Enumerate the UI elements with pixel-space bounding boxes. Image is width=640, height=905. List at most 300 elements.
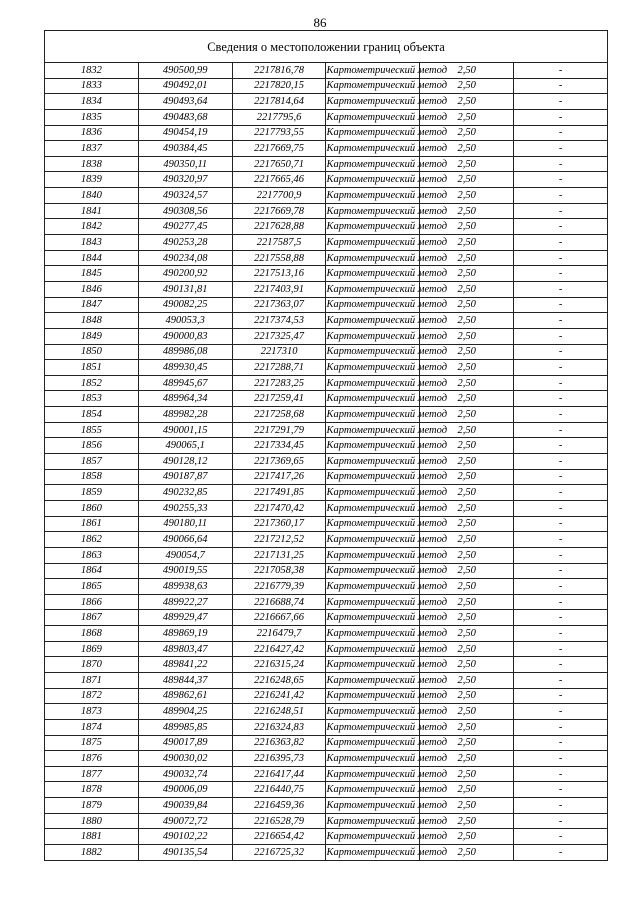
accuracy-cell: 2,50 bbox=[420, 688, 514, 704]
table-row bbox=[45, 281, 608, 297]
accuracy-cell: 2,50 bbox=[420, 500, 514, 516]
table-row bbox=[45, 156, 608, 172]
method-cell: Картометрический метод bbox=[326, 172, 420, 188]
y-coordinate-cell: 2216395,73 bbox=[232, 751, 326, 767]
x-coordinate-cell: 490492,01 bbox=[138, 78, 232, 94]
method-cell: Картометрический метод bbox=[326, 219, 420, 235]
x-coordinate-cell: 490350,11 bbox=[138, 156, 232, 172]
y-coordinate-cell: 2216688,74 bbox=[232, 594, 326, 610]
table-row bbox=[45, 454, 608, 470]
y-coordinate-cell: 2217259,41 bbox=[232, 391, 326, 407]
boundary-table-frame bbox=[44, 30, 608, 861]
accuracy-cell: 2,50 bbox=[420, 813, 514, 829]
x-coordinate-cell: 490072,72 bbox=[138, 813, 232, 829]
point-number-cell: 1840 bbox=[45, 188, 139, 204]
method-cell: Картометрический метод bbox=[326, 266, 420, 282]
table-header-row bbox=[45, 31, 608, 63]
boundary-coordinates-table bbox=[44, 30, 608, 861]
x-coordinate-cell: 490500,99 bbox=[138, 63, 232, 79]
method-cell: Картометрический метод bbox=[326, 766, 420, 782]
accuracy-cell: 2,50 bbox=[420, 547, 514, 563]
y-coordinate-cell: 2217374,53 bbox=[232, 313, 326, 329]
accuracy-cell: 2,50 bbox=[420, 704, 514, 720]
description-cell: - bbox=[514, 172, 608, 188]
method-cell: Картометрический метод bbox=[326, 78, 420, 94]
y-coordinate-cell: 2217793,55 bbox=[232, 125, 326, 141]
x-coordinate-cell: 490324,57 bbox=[138, 188, 232, 204]
x-coordinate-cell: 490082,25 bbox=[138, 297, 232, 313]
accuracy-cell: 2,50 bbox=[420, 766, 514, 782]
table-row bbox=[45, 845, 608, 861]
accuracy-cell: 2,50 bbox=[420, 141, 514, 157]
y-coordinate-cell: 2217820,15 bbox=[232, 78, 326, 94]
table-row bbox=[45, 532, 608, 548]
description-cell: - bbox=[514, 798, 608, 814]
accuracy-cell: 2,50 bbox=[420, 203, 514, 219]
accuracy-cell: 2,50 bbox=[420, 594, 514, 610]
x-coordinate-cell: 489982,28 bbox=[138, 407, 232, 423]
x-coordinate-cell: 489803,47 bbox=[138, 641, 232, 657]
method-cell: Картометрический метод bbox=[326, 704, 420, 720]
description-cell: - bbox=[514, 125, 608, 141]
y-coordinate-cell: 2217669,78 bbox=[232, 203, 326, 219]
point-number-cell: 1877 bbox=[45, 766, 139, 782]
table-row bbox=[45, 751, 608, 767]
y-coordinate-cell: 2217131,25 bbox=[232, 547, 326, 563]
point-number-cell: 1853 bbox=[45, 391, 139, 407]
method-cell: Картометрический метод bbox=[326, 313, 420, 329]
point-number-cell: 1862 bbox=[45, 532, 139, 548]
method-cell: Картометрический метод bbox=[326, 532, 420, 548]
table-row bbox=[45, 500, 608, 516]
y-coordinate-cell: 2217587,5 bbox=[232, 235, 326, 251]
point-number-cell: 1839 bbox=[45, 172, 139, 188]
y-coordinate-cell: 2217058,38 bbox=[232, 563, 326, 579]
point-number-cell: 1855 bbox=[45, 422, 139, 438]
y-coordinate-cell: 2216363,82 bbox=[232, 735, 326, 751]
method-cell: Картометрический метод bbox=[326, 454, 420, 470]
table-row bbox=[45, 391, 608, 407]
y-coordinate-cell: 2217795,6 bbox=[232, 109, 326, 125]
accuracy-cell: 2,50 bbox=[420, 782, 514, 798]
table-row bbox=[45, 344, 608, 360]
description-cell: - bbox=[514, 94, 608, 110]
description-cell: - bbox=[514, 438, 608, 454]
accuracy-cell: 2,50 bbox=[420, 829, 514, 845]
x-coordinate-cell: 489841,22 bbox=[138, 657, 232, 673]
point-number-cell: 1881 bbox=[45, 829, 139, 845]
description-cell: - bbox=[514, 78, 608, 94]
description-cell: - bbox=[514, 360, 608, 376]
table-title: Сведения о местоположении границ объекта bbox=[45, 31, 608, 63]
y-coordinate-cell: 2216667,66 bbox=[232, 610, 326, 626]
y-coordinate-cell: 2217360,17 bbox=[232, 516, 326, 532]
y-coordinate-cell: 2217417,26 bbox=[232, 469, 326, 485]
y-coordinate-cell: 2217291,79 bbox=[232, 422, 326, 438]
accuracy-cell: 2,50 bbox=[420, 641, 514, 657]
point-number-cell: 1870 bbox=[45, 657, 139, 673]
description-cell: - bbox=[514, 845, 608, 861]
x-coordinate-cell: 490308,56 bbox=[138, 203, 232, 219]
x-coordinate-cell: 489986,08 bbox=[138, 344, 232, 360]
accuracy-cell: 2,50 bbox=[420, 313, 514, 329]
point-number-cell: 1876 bbox=[45, 751, 139, 767]
accuracy-cell: 2,50 bbox=[420, 156, 514, 172]
x-coordinate-cell: 489862,61 bbox=[138, 688, 232, 704]
table-row bbox=[45, 688, 608, 704]
accuracy-cell: 2,50 bbox=[420, 297, 514, 313]
y-coordinate-cell: 2216654,42 bbox=[232, 829, 326, 845]
method-cell: Картометрический метод bbox=[326, 516, 420, 532]
accuracy-cell: 2,50 bbox=[420, 454, 514, 470]
table-row bbox=[45, 407, 608, 423]
accuracy-cell: 2,50 bbox=[420, 516, 514, 532]
table-row bbox=[45, 594, 608, 610]
description-cell: - bbox=[514, 454, 608, 470]
point-number-cell: 1875 bbox=[45, 735, 139, 751]
description-cell: - bbox=[514, 547, 608, 563]
point-number-cell: 1871 bbox=[45, 672, 139, 688]
accuracy-cell: 2,50 bbox=[420, 188, 514, 204]
x-coordinate-cell: 490320,97 bbox=[138, 172, 232, 188]
description-cell: - bbox=[514, 704, 608, 720]
accuracy-cell: 2,50 bbox=[420, 719, 514, 735]
method-cell: Картометрический метод bbox=[326, 688, 420, 704]
table-row bbox=[45, 297, 608, 313]
method-cell: Картометрический метод bbox=[326, 250, 420, 266]
description-cell: - bbox=[514, 219, 608, 235]
x-coordinate-cell: 490232,85 bbox=[138, 485, 232, 501]
point-number-cell: 1851 bbox=[45, 360, 139, 376]
table-row bbox=[45, 125, 608, 141]
y-coordinate-cell: 2217403,91 bbox=[232, 281, 326, 297]
point-number-cell: 1880 bbox=[45, 813, 139, 829]
description-cell: - bbox=[514, 485, 608, 501]
x-coordinate-cell: 490128,12 bbox=[138, 454, 232, 470]
table-row bbox=[45, 328, 608, 344]
table-row bbox=[45, 141, 608, 157]
y-coordinate-cell: 2217369,65 bbox=[232, 454, 326, 470]
y-coordinate-cell: 2217334,45 bbox=[232, 438, 326, 454]
table-row bbox=[45, 422, 608, 438]
table-row bbox=[45, 266, 608, 282]
method-cell: Картометрический метод bbox=[326, 672, 420, 688]
y-coordinate-cell: 2216725,32 bbox=[232, 845, 326, 861]
accuracy-cell: 2,50 bbox=[420, 798, 514, 814]
description-cell: - bbox=[514, 641, 608, 657]
method-cell: Картометрический метод bbox=[326, 297, 420, 313]
x-coordinate-cell: 490030,02 bbox=[138, 751, 232, 767]
method-cell: Картометрический метод bbox=[326, 375, 420, 391]
table-row bbox=[45, 563, 608, 579]
x-coordinate-cell: 490000,83 bbox=[138, 328, 232, 344]
point-number-cell: 1833 bbox=[45, 78, 139, 94]
description-cell: - bbox=[514, 719, 608, 735]
description-cell: - bbox=[514, 751, 608, 767]
description-cell: - bbox=[514, 579, 608, 595]
y-coordinate-cell: 2217258,68 bbox=[232, 407, 326, 423]
method-cell: Картометрический метод bbox=[326, 469, 420, 485]
table-row bbox=[45, 188, 608, 204]
table-row bbox=[45, 485, 608, 501]
table-row bbox=[45, 672, 608, 688]
method-cell: Картометрический метод bbox=[326, 188, 420, 204]
description-cell: - bbox=[514, 516, 608, 532]
method-cell: Картометрический метод bbox=[326, 235, 420, 251]
y-coordinate-cell: 2217669,75 bbox=[232, 141, 326, 157]
method-cell: Картометрический метод bbox=[326, 579, 420, 595]
method-cell: Картометрический метод bbox=[326, 203, 420, 219]
point-number-cell: 1848 bbox=[45, 313, 139, 329]
description-cell: - bbox=[514, 156, 608, 172]
description-cell: - bbox=[514, 281, 608, 297]
accuracy-cell: 2,50 bbox=[420, 250, 514, 266]
y-coordinate-cell: 2217310 bbox=[232, 344, 326, 360]
table-row bbox=[45, 360, 608, 376]
method-cell: Картометрический метод bbox=[326, 407, 420, 423]
method-cell: Картометрический метод bbox=[326, 735, 420, 751]
description-cell: - bbox=[514, 610, 608, 626]
x-coordinate-cell: 489930,45 bbox=[138, 360, 232, 376]
point-number-cell: 1858 bbox=[45, 469, 139, 485]
description-cell: - bbox=[514, 407, 608, 423]
table-row bbox=[45, 203, 608, 219]
method-cell: Картометрический метод bbox=[326, 485, 420, 501]
table-row bbox=[45, 641, 608, 657]
y-coordinate-cell: 2217283,25 bbox=[232, 375, 326, 391]
method-cell: Картометрический метод bbox=[326, 563, 420, 579]
x-coordinate-cell: 490102,22 bbox=[138, 829, 232, 845]
y-coordinate-cell: 2217816,78 bbox=[232, 63, 326, 79]
x-coordinate-cell: 490001,15 bbox=[138, 422, 232, 438]
x-coordinate-cell: 490053,3 bbox=[138, 313, 232, 329]
table-row bbox=[45, 219, 608, 235]
point-number-cell: 1863 bbox=[45, 547, 139, 563]
table-row bbox=[45, 579, 608, 595]
accuracy-cell: 2,50 bbox=[420, 485, 514, 501]
point-number-cell: 1837 bbox=[45, 141, 139, 157]
point-number-cell: 1868 bbox=[45, 626, 139, 642]
table-row bbox=[45, 172, 608, 188]
y-coordinate-cell: 2216427,42 bbox=[232, 641, 326, 657]
point-number-cell: 1874 bbox=[45, 719, 139, 735]
accuracy-cell: 2,50 bbox=[420, 172, 514, 188]
y-coordinate-cell: 2217470,42 bbox=[232, 500, 326, 516]
x-coordinate-cell: 490187,87 bbox=[138, 469, 232, 485]
description-cell: - bbox=[514, 469, 608, 485]
x-coordinate-cell: 490200,92 bbox=[138, 266, 232, 282]
y-coordinate-cell: 2216417,44 bbox=[232, 766, 326, 782]
description-cell: - bbox=[514, 328, 608, 344]
table-row bbox=[45, 657, 608, 673]
y-coordinate-cell: 2217363,07 bbox=[232, 297, 326, 313]
y-coordinate-cell: 2216528,79 bbox=[232, 813, 326, 829]
point-number-cell: 1854 bbox=[45, 407, 139, 423]
method-cell: Картометрический метод bbox=[326, 751, 420, 767]
x-coordinate-cell: 489922,27 bbox=[138, 594, 232, 610]
x-coordinate-cell: 490131,81 bbox=[138, 281, 232, 297]
x-coordinate-cell: 489938,63 bbox=[138, 579, 232, 595]
x-coordinate-cell: 489844,37 bbox=[138, 672, 232, 688]
accuracy-cell: 2,50 bbox=[420, 125, 514, 141]
page-number: 86 bbox=[313, 15, 327, 30]
point-number-cell: 1832 bbox=[45, 63, 139, 79]
table-row bbox=[45, 375, 608, 391]
method-cell: Картометрический метод bbox=[326, 798, 420, 814]
description-cell: - bbox=[514, 297, 608, 313]
y-coordinate-cell: 2217491,85 bbox=[232, 485, 326, 501]
table-row bbox=[45, 547, 608, 563]
y-coordinate-cell: 2216779,39 bbox=[232, 579, 326, 595]
description-cell: - bbox=[514, 594, 608, 610]
table-row bbox=[45, 626, 608, 642]
x-coordinate-cell: 490066,64 bbox=[138, 532, 232, 548]
table-row bbox=[45, 766, 608, 782]
x-coordinate-cell: 489945,67 bbox=[138, 375, 232, 391]
description-cell: - bbox=[514, 250, 608, 266]
x-coordinate-cell: 490483,68 bbox=[138, 109, 232, 125]
accuracy-cell: 2,50 bbox=[420, 375, 514, 391]
point-number-cell: 1834 bbox=[45, 94, 139, 110]
y-coordinate-cell: 2216248,65 bbox=[232, 672, 326, 688]
accuracy-cell: 2,50 bbox=[420, 109, 514, 125]
method-cell: Картометрический метод bbox=[326, 391, 420, 407]
x-coordinate-cell: 489929,47 bbox=[138, 610, 232, 626]
method-cell: Картометрический метод bbox=[326, 719, 420, 735]
method-cell: Картометрический метод bbox=[326, 626, 420, 642]
accuracy-cell: 2,50 bbox=[420, 391, 514, 407]
y-coordinate-cell: 2216324,83 bbox=[232, 719, 326, 735]
accuracy-cell: 2,50 bbox=[420, 563, 514, 579]
x-coordinate-cell: 489869,19 bbox=[138, 626, 232, 642]
accuracy-cell: 2,50 bbox=[420, 360, 514, 376]
method-cell: Картометрический метод bbox=[326, 125, 420, 141]
method-cell: Картометрический метод bbox=[326, 813, 420, 829]
point-number-cell: 1879 bbox=[45, 798, 139, 814]
point-number-cell: 1873 bbox=[45, 704, 139, 720]
accuracy-cell: 2,50 bbox=[420, 219, 514, 235]
method-cell: Картометрический метод bbox=[326, 281, 420, 297]
y-coordinate-cell: 2217628,88 bbox=[232, 219, 326, 235]
accuracy-cell: 2,50 bbox=[420, 657, 514, 673]
table-row bbox=[45, 516, 608, 532]
x-coordinate-cell: 490135,54 bbox=[138, 845, 232, 861]
method-cell: Картометрический метод bbox=[326, 500, 420, 516]
description-cell: - bbox=[514, 313, 608, 329]
description-cell: - bbox=[514, 813, 608, 829]
accuracy-cell: 2,50 bbox=[420, 281, 514, 297]
table-row bbox=[45, 78, 608, 94]
table-row bbox=[45, 735, 608, 751]
table-row bbox=[45, 813, 608, 829]
y-coordinate-cell: 2217814,64 bbox=[232, 94, 326, 110]
accuracy-cell: 2,50 bbox=[420, 672, 514, 688]
table-row bbox=[45, 719, 608, 735]
description-cell: - bbox=[514, 344, 608, 360]
method-cell: Картометрический метод bbox=[326, 422, 420, 438]
table-row bbox=[45, 94, 608, 110]
point-number-cell: 1864 bbox=[45, 563, 139, 579]
method-cell: Картометрический метод bbox=[326, 360, 420, 376]
x-coordinate-cell: 490006,09 bbox=[138, 782, 232, 798]
y-coordinate-cell: 2217665,46 bbox=[232, 172, 326, 188]
method-cell: Картометрический метод bbox=[326, 156, 420, 172]
accuracy-cell: 2,50 bbox=[420, 469, 514, 485]
x-coordinate-cell: 489985,85 bbox=[138, 719, 232, 735]
point-number-cell: 1852 bbox=[45, 375, 139, 391]
point-number-cell: 1846 bbox=[45, 281, 139, 297]
point-number-cell: 1866 bbox=[45, 594, 139, 610]
description-cell: - bbox=[514, 688, 608, 704]
accuracy-cell: 2,50 bbox=[420, 845, 514, 861]
x-coordinate-cell: 490384,45 bbox=[138, 141, 232, 157]
x-coordinate-cell: 490253,28 bbox=[138, 235, 232, 251]
accuracy-cell: 2,50 bbox=[420, 266, 514, 282]
method-cell: Картометрический метод bbox=[326, 94, 420, 110]
point-number-cell: 1845 bbox=[45, 266, 139, 282]
description-cell: - bbox=[514, 672, 608, 688]
description-cell: - bbox=[514, 563, 608, 579]
point-number-cell: 1857 bbox=[45, 454, 139, 470]
table-row bbox=[45, 313, 608, 329]
method-cell: Картометрический метод bbox=[326, 344, 420, 360]
method-cell: Картометрический метод bbox=[326, 109, 420, 125]
y-coordinate-cell: 2216479,7 bbox=[232, 626, 326, 642]
y-coordinate-cell: 2217650,71 bbox=[232, 156, 326, 172]
point-number-cell: 1882 bbox=[45, 845, 139, 861]
point-number-cell: 1849 bbox=[45, 328, 139, 344]
point-number-cell: 1838 bbox=[45, 156, 139, 172]
accuracy-cell: 2,50 bbox=[420, 63, 514, 79]
x-coordinate-cell: 490032,74 bbox=[138, 766, 232, 782]
y-coordinate-cell: 2217513,16 bbox=[232, 266, 326, 282]
accuracy-cell: 2,50 bbox=[420, 626, 514, 642]
point-number-cell: 1860 bbox=[45, 500, 139, 516]
x-coordinate-cell: 490065,1 bbox=[138, 438, 232, 454]
method-cell: Картометрический метод bbox=[326, 63, 420, 79]
x-coordinate-cell: 489904,25 bbox=[138, 704, 232, 720]
description-cell: - bbox=[514, 266, 608, 282]
accuracy-cell: 2,50 bbox=[420, 735, 514, 751]
point-number-cell: 1861 bbox=[45, 516, 139, 532]
y-coordinate-cell: 2216315,24 bbox=[232, 657, 326, 673]
description-cell: - bbox=[514, 375, 608, 391]
x-coordinate-cell: 490277,45 bbox=[138, 219, 232, 235]
accuracy-cell: 2,50 bbox=[420, 344, 514, 360]
point-number-cell: 1835 bbox=[45, 109, 139, 125]
point-number-cell: 1867 bbox=[45, 610, 139, 626]
table-row bbox=[45, 63, 608, 79]
y-coordinate-cell: 2216248,51 bbox=[232, 704, 326, 720]
accuracy-cell: 2,50 bbox=[420, 579, 514, 595]
accuracy-cell: 2,50 bbox=[420, 328, 514, 344]
x-coordinate-cell: 490019,55 bbox=[138, 563, 232, 579]
description-cell: - bbox=[514, 829, 608, 845]
description-cell: - bbox=[514, 422, 608, 438]
table-row bbox=[45, 704, 608, 720]
x-coordinate-cell: 489964,34 bbox=[138, 391, 232, 407]
y-coordinate-cell: 2217325,47 bbox=[232, 328, 326, 344]
x-coordinate-cell: 490054,7 bbox=[138, 547, 232, 563]
method-cell: Картометрический метод bbox=[326, 657, 420, 673]
point-number-cell: 1878 bbox=[45, 782, 139, 798]
description-cell: - bbox=[514, 626, 608, 642]
point-number-cell: 1842 bbox=[45, 219, 139, 235]
method-cell: Картометрический метод bbox=[326, 547, 420, 563]
x-coordinate-cell: 490454,19 bbox=[138, 125, 232, 141]
description-cell: - bbox=[514, 735, 608, 751]
table-row bbox=[45, 610, 608, 626]
